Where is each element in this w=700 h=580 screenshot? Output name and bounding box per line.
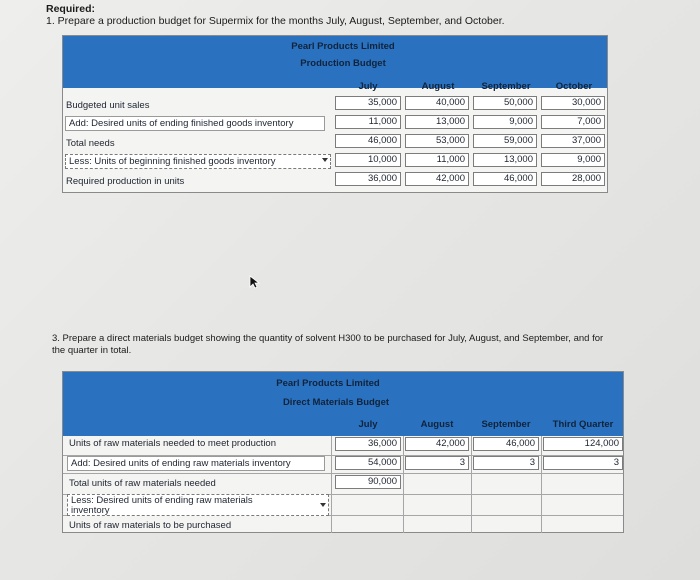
materials-cell[interactable]: 90,000 xyxy=(335,475,401,489)
materials-row-select[interactable] xyxy=(67,456,325,471)
production-cell[interactable]: 35,000 xyxy=(335,96,401,110)
production-cell[interactable]: 11,000 xyxy=(335,115,401,129)
materials-row-label: Units of raw materials needed to meet production xyxy=(69,438,276,449)
grid-line xyxy=(63,473,623,474)
production-cell[interactable]: 42,000 xyxy=(405,172,469,186)
production-cell[interactable]: 46,000 xyxy=(335,134,401,148)
production-cell[interactable]: 40,000 xyxy=(405,96,469,110)
production-cell[interactable]: 9,000 xyxy=(473,115,537,129)
grid-line xyxy=(471,436,472,533)
production-cell[interactable]: 10,000 xyxy=(335,153,401,167)
materials-budget-company: Pearl Products Limited xyxy=(276,378,380,389)
production-cell[interactable]: 11,000 xyxy=(405,153,469,167)
materials-row-select-value: Less: Desired units of ending raw materials inventory xyxy=(71,495,253,516)
materials-cell[interactable] xyxy=(473,517,539,531)
chevron-down-icon xyxy=(320,503,326,507)
materials-cell[interactable] xyxy=(405,517,469,531)
production-row-select-value: Add: Desired units of ending finished goods inventory xyxy=(69,118,294,129)
materials-budget-title: Direct Materials Budget xyxy=(282,397,390,408)
materials-cell[interactable] xyxy=(543,475,623,489)
production-cell[interactable]: 28,000 xyxy=(541,172,605,186)
production-row-select-value: Less: Units of beginning finished goods inventory xyxy=(69,156,276,167)
materials-cell[interactable] xyxy=(405,475,469,489)
materials-cell[interactable]: 46,000 xyxy=(473,437,539,451)
production-row-select[interactable] xyxy=(65,154,331,169)
materials-cell[interactable]: 54,000 xyxy=(335,456,401,470)
materials-cell[interactable] xyxy=(473,475,539,489)
instructions xyxy=(46,3,505,27)
production-col-october: October xyxy=(555,81,593,92)
production-cell[interactable]: 30,000 xyxy=(541,96,605,110)
grid-line xyxy=(403,436,404,533)
materials-col-august: August xyxy=(420,419,454,430)
materials-cell[interactable] xyxy=(335,498,401,512)
production-cell[interactable]: 13,000 xyxy=(405,115,469,129)
production-cell[interactable]: 13,000 xyxy=(473,153,537,167)
question-3-text: 3. Prepare a direct materials budget showing the quantity of solvent H300 to be purchased for July, August, and September, and for the quarter in total. xyxy=(52,333,604,356)
materials-cell[interactable] xyxy=(405,498,469,512)
production-row-label: Total needs xyxy=(66,138,115,149)
materials-cell[interactable]: 3 xyxy=(473,456,539,470)
production-cell[interactable]: 53,000 xyxy=(405,134,469,148)
grid-line xyxy=(331,436,332,533)
materials-col-third-quarter: Third Quarter xyxy=(552,419,614,430)
production-cell[interactable]: 7,000 xyxy=(541,115,605,129)
materials-cell[interactable]: 36,000 xyxy=(335,437,401,451)
materials-cell[interactable]: 124,000 xyxy=(543,437,623,451)
materials-row-label: Units of raw materials to be purchased xyxy=(69,520,232,531)
materials-cell[interactable]: 42,000 xyxy=(405,437,469,451)
production-row-label: Budgeted unit sales xyxy=(66,100,150,111)
materials-cell[interactable]: 3 xyxy=(405,456,469,470)
materials-col-july: July xyxy=(358,419,378,430)
question-1-text: 1. Prepare a production budget for Supermix for the months July, August, September, and October. xyxy=(46,15,505,27)
production-row-select[interactable] xyxy=(65,116,325,131)
materials-row-label: Total units of raw materials needed xyxy=(69,478,216,489)
materials-cell[interactable] xyxy=(543,517,623,531)
production-cell[interactable]: 9,000 xyxy=(541,153,605,167)
materials-cell[interactable] xyxy=(543,498,623,512)
materials-cell[interactable] xyxy=(473,498,539,512)
production-row-label: Required production in units xyxy=(66,176,185,187)
production-cell[interactable]: 59,000 xyxy=(473,134,537,148)
production-budget-company: Pearl Products Limited xyxy=(291,41,395,52)
production-col-july: July xyxy=(358,81,378,92)
materials-cell[interactable] xyxy=(335,517,401,531)
materials-row-select-value: Add: Desired units of ending raw materials inventory xyxy=(71,458,291,469)
production-cell[interactable]: 36,000 xyxy=(335,172,401,186)
required-heading: Required: xyxy=(46,3,96,15)
grid-line xyxy=(541,436,542,533)
chevron-down-icon xyxy=(322,158,328,162)
production-col-august: August xyxy=(421,81,455,92)
production-col-september: September xyxy=(481,81,531,92)
production-cell[interactable]: 50,000 xyxy=(473,96,537,110)
mouse-pointer-icon xyxy=(248,275,262,289)
production-budget-title: Production Budget xyxy=(300,58,386,69)
production-cell[interactable]: 37,000 xyxy=(541,134,605,148)
production-budget-table xyxy=(62,35,608,193)
production-cell[interactable]: 46,000 xyxy=(473,172,537,186)
materials-row-select[interactable] xyxy=(67,494,329,516)
materials-cell[interactable]: 3 xyxy=(543,456,623,470)
materials-col-september: September xyxy=(481,419,531,430)
materials-budget-table xyxy=(62,371,624,533)
